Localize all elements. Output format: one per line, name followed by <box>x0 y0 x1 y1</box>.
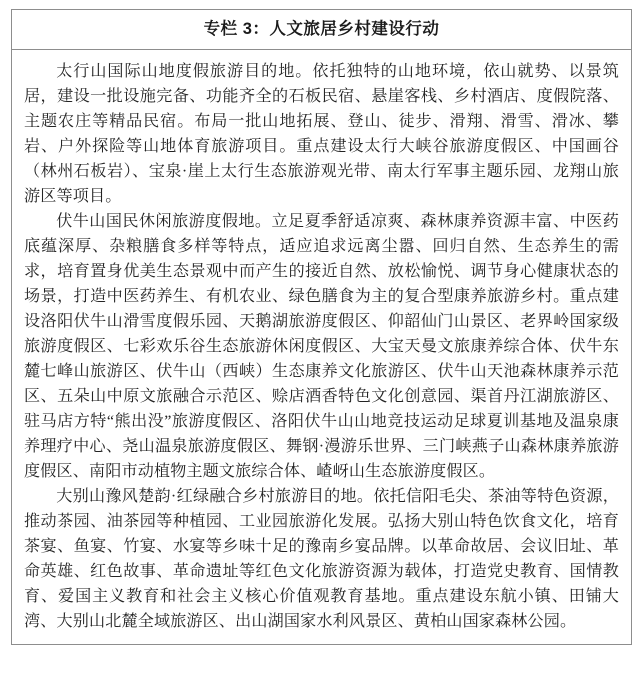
paragraph-funiu: 伏牛山国民休闲旅游度假地。立足夏季舒适凉爽、森林康养资源丰富、中医药底蕴深厚、杂粮膳食多样等特点，适应追求远离尘嚣、回归自然、生态养生的需求，培育置身优美生态景观中而产生的接近自然、放松愉悦、调节身心健康状态的场景，打造中医药养生、有机农业、绿色膳食为主的复合型康养旅游乡村。重点建设洛阳伏牛山滑雪度假乐园、天鹅湖旅游度假区、仰韶仙门山景区、老界岭国家级旅游度假区、七彩欢乐谷生态旅游休闲度假区、大宝天曼文旅康养综合体、伏牛东麓七峰山旅游区、伏牛山（西峡）生态康养文化旅游区、伏牛山天池森林康养示范区、五朵山中原文旅融合示范区、赊店酒香特色文化创意园、渠首丹江湖旅游区、驻马店方特“熊出没”旅游度假区、洛阳伏牛山山地竞技运动足球夏训基地及温泉康养理疗中心、尧山温泉旅游度假区、舞钢·漫游乐世界、三门峡燕子山森林康养旅游度假区、南阳市动植物主题文旅综合体、嵖岈山生态旅游度假区。 <box>24 213 619 480</box>
callout-header <box>12 10 631 50</box>
callout-body <box>12 50 631 644</box>
paragraph-dabieshan: 大别山豫风楚韵·红绿融合乡村旅游目的地。依托信阳毛尖、茶油等特色资源，推动茶园、油茶园等种植园、工业园旅游化发展。弘扬大别山特色饮食文化，培育茶宴、鱼宴、竹宴、水宴等乡味十足的豫南乡宴品牌。以革命故居、会议旧址、革命英雄、红色故事、革命遗址等红色文化旅游资源为载体，打造党史教育、国情教育、爱国主义教育和社会主义核心价值观教育基地。重点建设东航小镇、田铺大湾、大别山北麓全域旅游区、出山湖国家水利风景区、黄柏山国家森林公园。 <box>24 488 619 630</box>
paragraph-taihang: 太行山国际山地度假旅游目的地。依托独特的山地环境，依山就势、以景筑居，建设一批设施完备、功能齐全的石板民宿、悬崖客栈、乡村酒店、度假院落、主题农庄等精品民宿。布局一批山地拓展、登山、徒步、滑翔、滑雪、滑冰、攀岩、户外探险等山地体育旅游项目。重点建设太行大峡谷旅游度假区、中国画谷（林州石板岩）、宝泉·崖上太行生态旅游观光带、南太行军事主题乐园、龙翔山旅游区等项目。 <box>24 63 619 205</box>
callout-title: 专栏 3：人文旅居乡村建设行动 <box>203 20 440 38</box>
callout-box <box>11 9 632 645</box>
